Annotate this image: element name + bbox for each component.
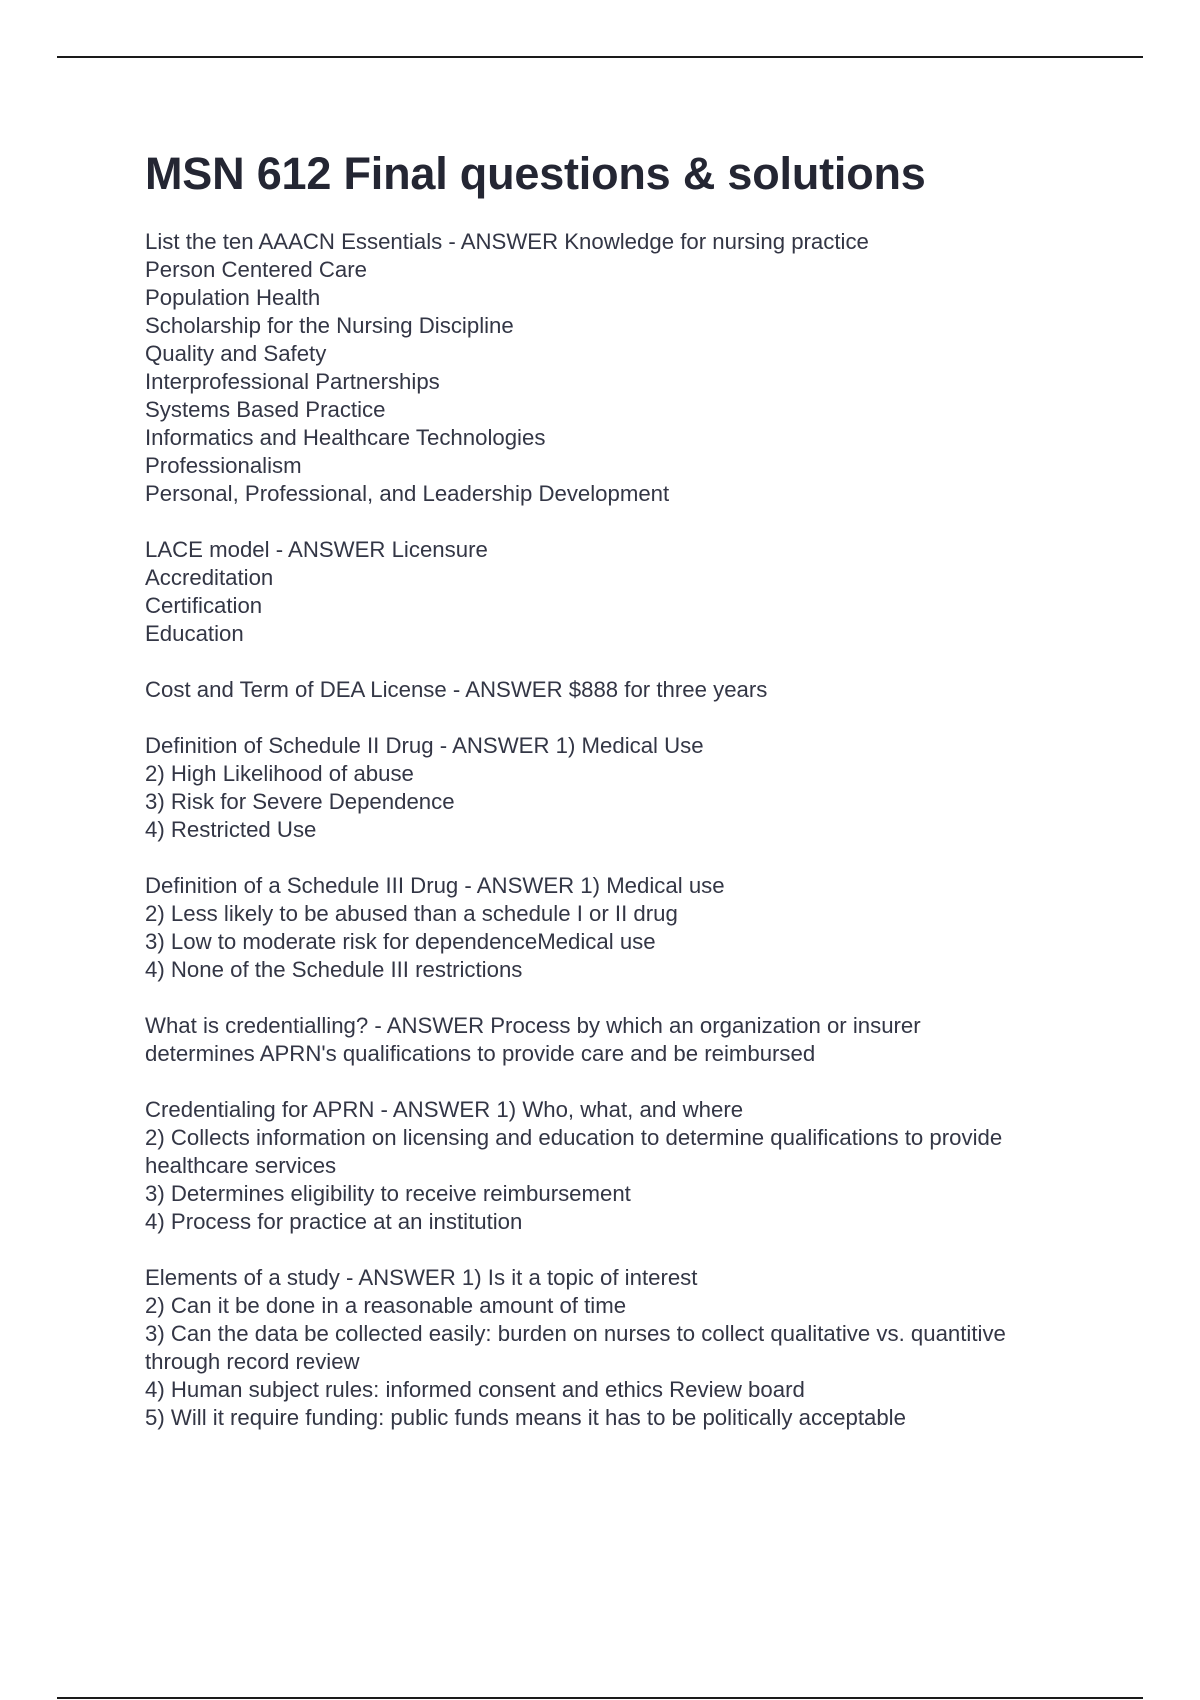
qa-answer-line: Interprofessional Partnerships xyxy=(145,369,440,394)
qa-answer-line: through record review xyxy=(145,1349,360,1374)
qa-question-line: Definition of a Schedule III Drug - ANSWER 1) Medical use xyxy=(145,873,725,898)
qa-answer-line: 2) Collects information on licensing and education to determine qualifications to provide xyxy=(145,1125,1003,1150)
page-title: MSN 612 Final questions & solutions xyxy=(145,148,926,199)
qa-question-line: LACE model - ANSWER Licensure xyxy=(145,537,488,562)
qa-question-line: List the ten AAACN Essentials - ANSWER Knowledge for nursing practice xyxy=(145,229,869,254)
qa-answer-line: 2) Less likely to be abused than a schedule I or II drug xyxy=(145,901,678,926)
qa-answer-line: 2) High Likelihood of abuse xyxy=(145,761,414,786)
qa-question-line: What is credentialling? - ANSWER Process by which an organization or insurer xyxy=(145,1013,921,1038)
qa-answer-line: 4) Human subject rules: informed consent and ethics Review board xyxy=(145,1377,805,1402)
qa-entry xyxy=(145,536,1095,648)
qa-entry xyxy=(145,1264,1095,1432)
qa-answer-line: determines APRN's qualifications to provide care and be reimbursed xyxy=(145,1041,816,1066)
document-body xyxy=(145,146,1095,1460)
qa-question-line: Credentialing for APRN - ANSWER 1) Who, what, and where xyxy=(145,1097,744,1122)
qa-answer-line: Certification xyxy=(145,593,263,618)
qa-entry xyxy=(145,1012,1095,1068)
qa-question-line: Cost and Term of DEA License - ANSWER $888 for three years xyxy=(145,677,768,702)
qa-answer-line: 3) Low to moderate risk for dependenceMedical use xyxy=(145,929,656,954)
qa-answer-line: Person Centered Care xyxy=(145,257,367,282)
qa-answer-line: Accreditation xyxy=(145,565,274,590)
qa-entry xyxy=(145,872,1095,984)
qa-answer-line: 4) Restricted Use xyxy=(145,817,317,842)
qa-answer-line: Education xyxy=(145,621,244,646)
qa-answer-line: Population Health xyxy=(145,285,321,310)
qa-answer-line: Quality and Safety xyxy=(145,341,327,366)
qa-answer-line: Personal, Professional, and Leadership Development xyxy=(145,481,670,506)
qa-answer-line: 3) Risk for Severe Dependence xyxy=(145,789,455,814)
qa-entry xyxy=(145,228,1095,508)
qa-entry xyxy=(145,732,1095,844)
qa-answer-line: 4) Process for practice at an institution xyxy=(145,1209,523,1234)
qa-answer-line: healthcare services xyxy=(145,1153,337,1178)
header-rule xyxy=(57,56,1143,58)
footer-rule xyxy=(57,1697,1143,1699)
qa-entry xyxy=(145,676,1095,704)
qa-answer-line: 2) Can it be done in a reasonable amount of time xyxy=(145,1293,627,1318)
qa-answer-line: Scholarship for the Nursing Discipline xyxy=(145,313,514,338)
qa-list xyxy=(145,228,1095,1432)
qa-answer-line: Informatics and Healthcare Technologies xyxy=(145,425,546,450)
qa-answer-line: Systems Based Practice xyxy=(145,397,386,422)
qa-question-line: Definition of Schedule II Drug - ANSWER 1) Medical Use xyxy=(145,733,704,758)
qa-answer-line: 4) None of the Schedule III restrictions xyxy=(145,957,523,982)
qa-answer-line: 5) Will it require funding: public funds means it has to be politically acceptable xyxy=(145,1405,906,1430)
qa-question-line: Elements of a study - ANSWER 1) Is it a topic of interest xyxy=(145,1265,698,1290)
qa-answer-line: 3) Can the data be collected easily: burden on nurses to collect qualitative vs. quantitive xyxy=(145,1321,1006,1346)
qa-answer-line: Professionalism xyxy=(145,453,302,478)
qa-entry xyxy=(145,1096,1095,1236)
qa-answer-line: 3) Determines eligibility to receive reimbursement xyxy=(145,1181,631,1206)
